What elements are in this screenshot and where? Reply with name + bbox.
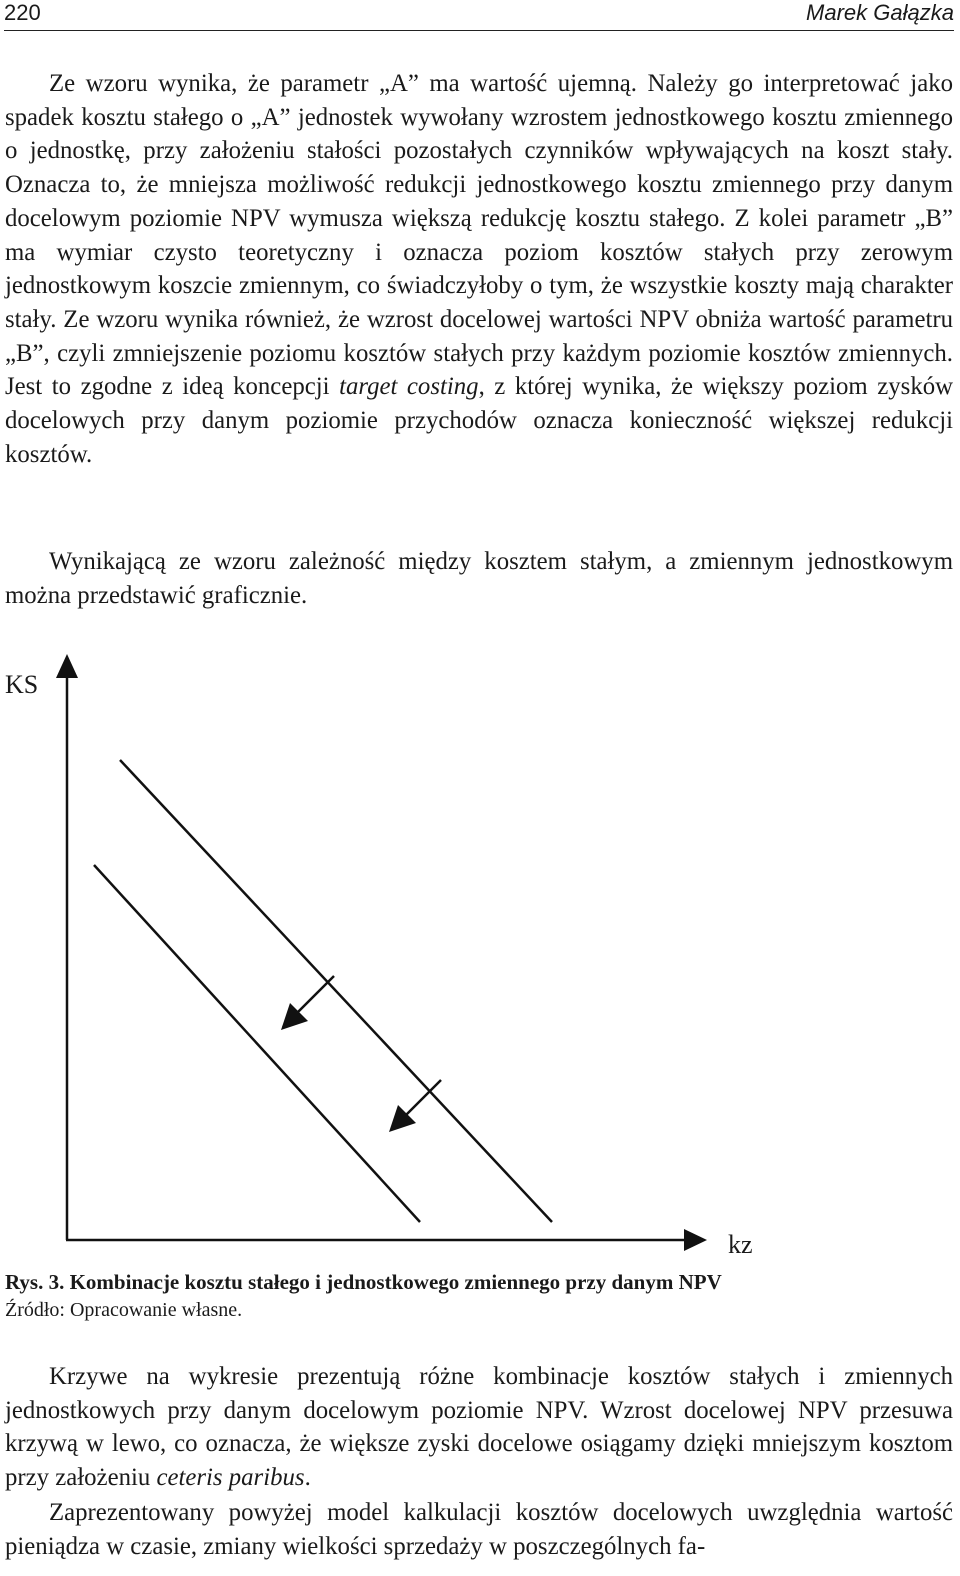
x-axis-arrowhead <box>684 1229 707 1251</box>
curve-upper <box>120 760 552 1222</box>
figure-3 <box>0 640 960 1270</box>
paragraph-1-text-a: Ze wzoru wynika, że parametr „A” ma wartość ujemną. Należy go interpretować jako spadek kosztu stałego o „A” jednostek wywołany wzrostem jednostkowego kosztu zmiennego o jednostkę, przy założeniu stałości pozostałych czynników wpływających na koszt stały. Oznacza to, że mniejsza możliwość redukcji jednostkowego kosztu zmiennego przy danym docelowym poziomie NPV wymusza większą redukcję kosztu stałego. Z kolei parametr „B” ma wymiar czysto teoretyczny i oznacza poziom kosztów stałych przy zerowym jednostkowym koszcie zmiennym, co świadczyłoby o tym, że wszystkie koszty mają charakter stały. Ze wzoru wynika również, że wzrost docelowej wartości NPV obniża wartość parametru „B”, czyli zmniejszenie poziomu kosztów stałych przy każdym poziomie kosztów zmiennych. Jest to zgodne z ideą koncepcji <box>5 70 953 401</box>
y-axis-label: KS <box>5 670 39 699</box>
figure-source: Źródło: Opracowanie własne. <box>5 1299 243 1321</box>
x-axis-label: kz <box>728 1230 753 1259</box>
paragraph-1-text-b: , z której wynika, że większy poziom zysków docelowych przy danym poziomie przychodów oznacza konieczność większej redukcji kosztów. <box>5 373 954 468</box>
figure-caption: Rys. 3. Kombinacje kosztu stałego i jednostkowego zmiennego przy danym NPV <box>5 1270 722 1294</box>
curve-lower <box>94 865 420 1222</box>
figure-diagram <box>0 640 960 1270</box>
running-head <box>4 0 954 31</box>
y-axis-arrowhead <box>56 654 78 678</box>
paragraph-2: Wynikającą ze wzoru zależność między kosztem stałym, a zmiennym jednostkowym można przedstawić graficznie. <box>5 548 953 609</box>
paragraph-1 <box>5 67 953 471</box>
paragraph-3-emphasis: ceteris paribus <box>156 1464 305 1492</box>
running-head-author: Marek Gałązka <box>806 0 954 25</box>
paragraph-3 <box>5 1360 953 1495</box>
paragraph-4: Zaprezentowany powyżej model kalkulacji kosztów docelowych uwzględnia wartość pieniądza w czasie, zmiany wielkości sprzedaży w poszczególnych fa- <box>5 1499 953 1560</box>
page-number: 220 <box>4 0 41 25</box>
paragraph-1-emphasis: target costing <box>339 373 479 401</box>
paragraph-3-text-a: Krzywe na wykresie prezentują różne kombinacje kosztów stałych i zmiennych jednostkowych przy danym docelowym poziomie NPV. Wzrost docelowej NPV przesuwa krzywą w lewo, co oznacza, że większe zyski docelowe osiągamy dzięki mniejszym kosztom przy założeniu <box>5 1363 953 1492</box>
paragraph-3-text-b: . <box>304 1464 311 1492</box>
